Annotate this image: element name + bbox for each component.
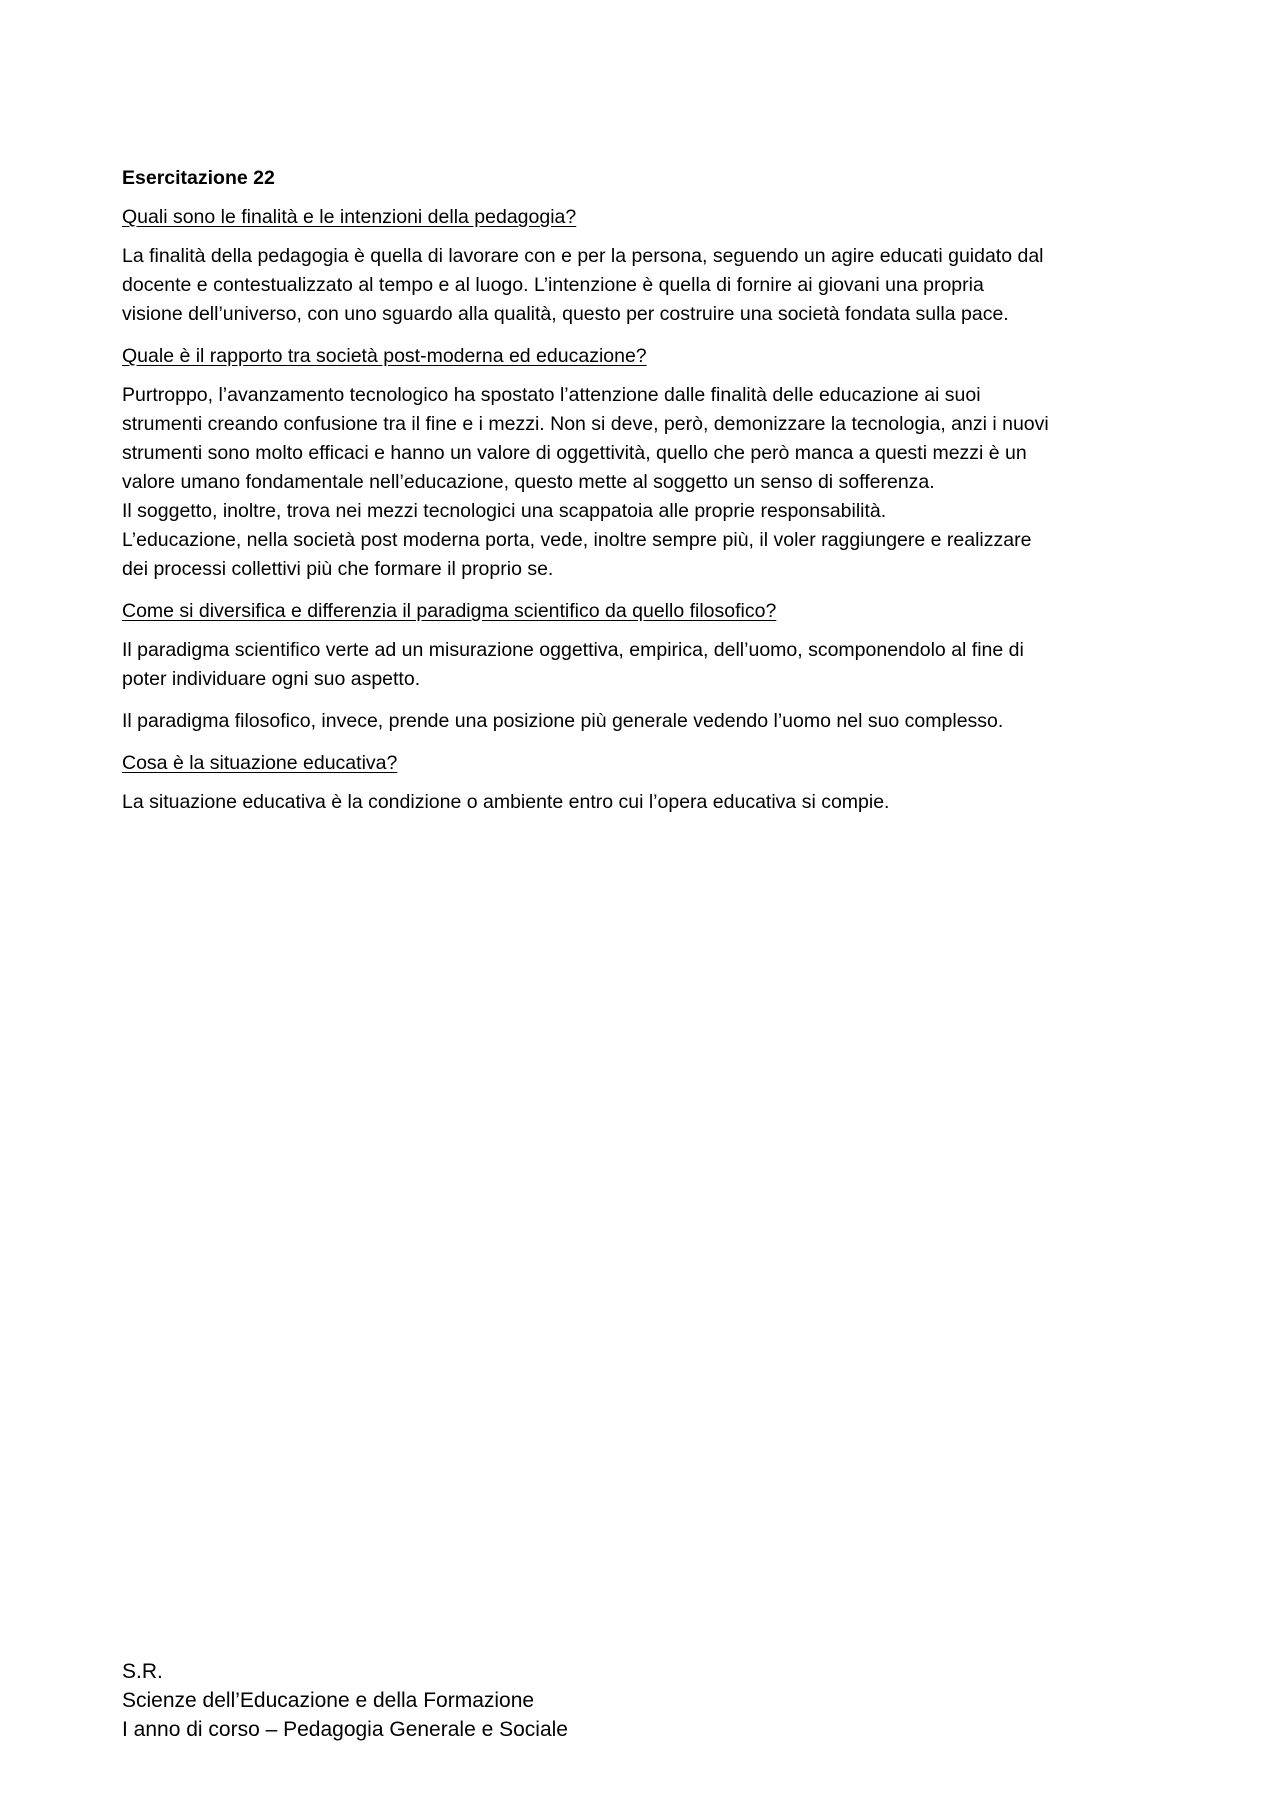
answer-line: docente e contestualizzato al tempo e al luogo. L’intenzione è quella di fornire ai giovani una propria [122, 274, 984, 296]
answer-line: Purtroppo, l’avanzamento tecnologico ha spostato l’attenzione dalle finalità delle educazione ai suoi [122, 384, 981, 406]
document-body [122, 164, 1172, 830]
answer-3-paragraph-2 [122, 707, 1172, 736]
answer-line: Il paradigma scientifico verte ad un misurazione oggettiva, empirica, dell’uomo, scomponendolo al fine di [122, 639, 1024, 661]
answer-line: visione dell’universo, con uno sguardo alla qualità, questo per costruire una società fondata sulla pace. [122, 303, 1009, 325]
answer-line: La finalità della pedagogia è quella di lavorare con e per la persona, seguendo un agire educati guidato dal [122, 245, 1044, 267]
footer-author: S.R. [122, 1660, 163, 1683]
answer-line: Il soggetto, inoltre, trova nei mezzi tecnologici una scappatoia alle proprie responsabilità. [122, 500, 887, 522]
document-footer [122, 1657, 568, 1744]
question-1: Quali sono le finalità e le intenzioni della pedagogia? [122, 206, 577, 228]
answer-line: dei processi collettivi più che formare il proprio se. [122, 558, 554, 580]
answer-line: valore umano fondamentale nell’educazione, questo mette al soggetto un senso di sofferenza. [122, 471, 935, 493]
answer-line: strumenti sono molto efficaci e hanno un valore di oggettività, quello che però manca a questi mezzi è un [122, 442, 1027, 464]
question-2: Quale è il rapporto tra società post-moderna ed educazione? [122, 345, 647, 367]
answer-2-paragraph-1 [122, 381, 1172, 584]
footer-course: Scienze dell’Educazione e della Formazione [122, 1689, 535, 1712]
answer-line: Il paradigma filosofico, invece, prende una posizione più generale vedendo l’uomo nel suo complesso. [122, 710, 1004, 732]
answer-1-paragraph-1 [122, 242, 1172, 329]
document-title: Esercitazione 22 [122, 167, 275, 189]
question-4: Cosa è la situazione educativa? [122, 752, 398, 774]
answer-line: L’educazione, nella società post moderna porta, vede, inoltre sempre più, il voler raggiungere e realizzare [122, 529, 1032, 551]
answer-4-paragraph-1 [122, 788, 1172, 817]
answer-line: poter individuare ogni suo aspetto. [122, 668, 421, 690]
answer-line: La situazione educativa è la condizione o ambiente entro cui l’opera educativa si compie. [122, 791, 890, 813]
question-3: Come si diversifica e differenzia il paradigma scientifico da quello filosofico? [122, 600, 777, 622]
footer-year: I anno di corso – Pedagogia Generale e Sociale [122, 1718, 568, 1741]
answer-3-paragraph-1 [122, 636, 1172, 694]
answer-line: strumenti creando confusione tra il fine e i mezzi. Non si deve, però, demonizzare la tecnologia, anzi i nuovi [122, 413, 1049, 435]
